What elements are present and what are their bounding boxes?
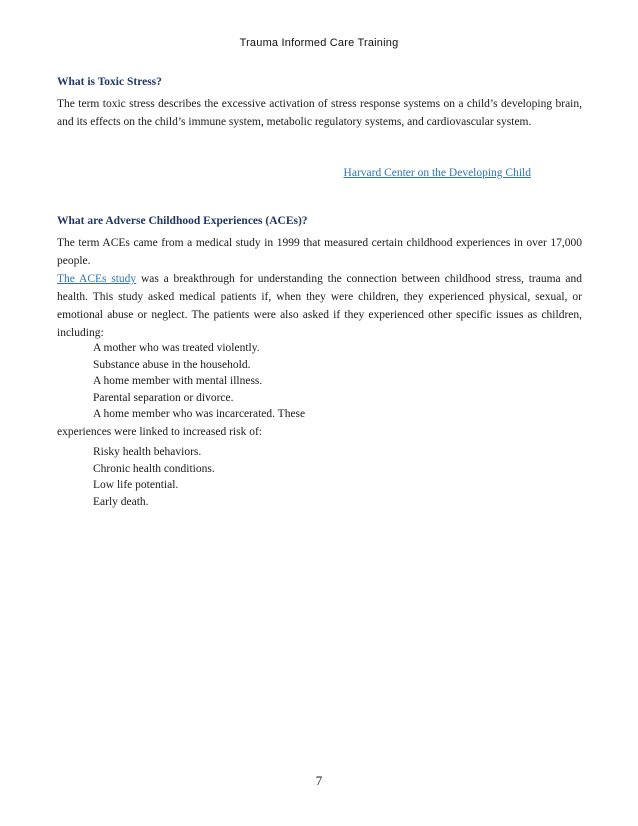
aces-study-link[interactable]: The ACEs study [57, 273, 137, 285]
running-header: Trauma Informed Care Training [239, 37, 399, 49]
page-number: 7 [315, 773, 323, 788]
list-item: Substance abuse in the household. [93, 358, 251, 371]
list-item: A home member with mental illness. [93, 375, 263, 387]
aces-study-text: was a breakthrough for understanding the connection between childhood stress, trauma and health. This study asked medical patients if, when they were children, they experienced physical, sexual, or emotional abuse or neglect. The patients were also asked if they experienced other specific issues as children, including: [57, 273, 582, 339]
list-item: Risky health behaviors. [93, 446, 202, 458]
toxic-stress-paragraph: The term toxic stress describes the excessive activation of stress response systems on a child’s developing brain, and its effects on the child’s immune system, metabolic regulatory systems, and cardiovascular system. [57, 98, 582, 128]
list-item: A home member who was incarcerated. These [93, 408, 306, 420]
aces-heading: What are Adverse Childhood Experiences (ACEs)? [57, 215, 308, 227]
list-item: Low life potential. [93, 479, 179, 491]
linked-risk-text: experiences were linked to increased risk of: [57, 426, 262, 438]
harvard-center-link[interactable]: Harvard Center on the Developing Child [343, 167, 531, 179]
toxic-stress-heading: What is Toxic Stress? [57, 76, 162, 88]
aces-intro-paragraph: The term ACEs came from a medical study in 1999 that measured certain childhood experiences in over 17,000 people. [57, 237, 582, 267]
list-item: Early death. [93, 495, 149, 508]
risks-list [57, 444, 215, 510]
list-item: Chronic health conditions. [93, 462, 215, 475]
list-item: A mother who was treated violently. [93, 342, 260, 354]
aces-study-paragraph [57, 270, 582, 342]
list-item: Parental separation or divorce. [93, 391, 234, 404]
experiences-list [57, 340, 305, 423]
